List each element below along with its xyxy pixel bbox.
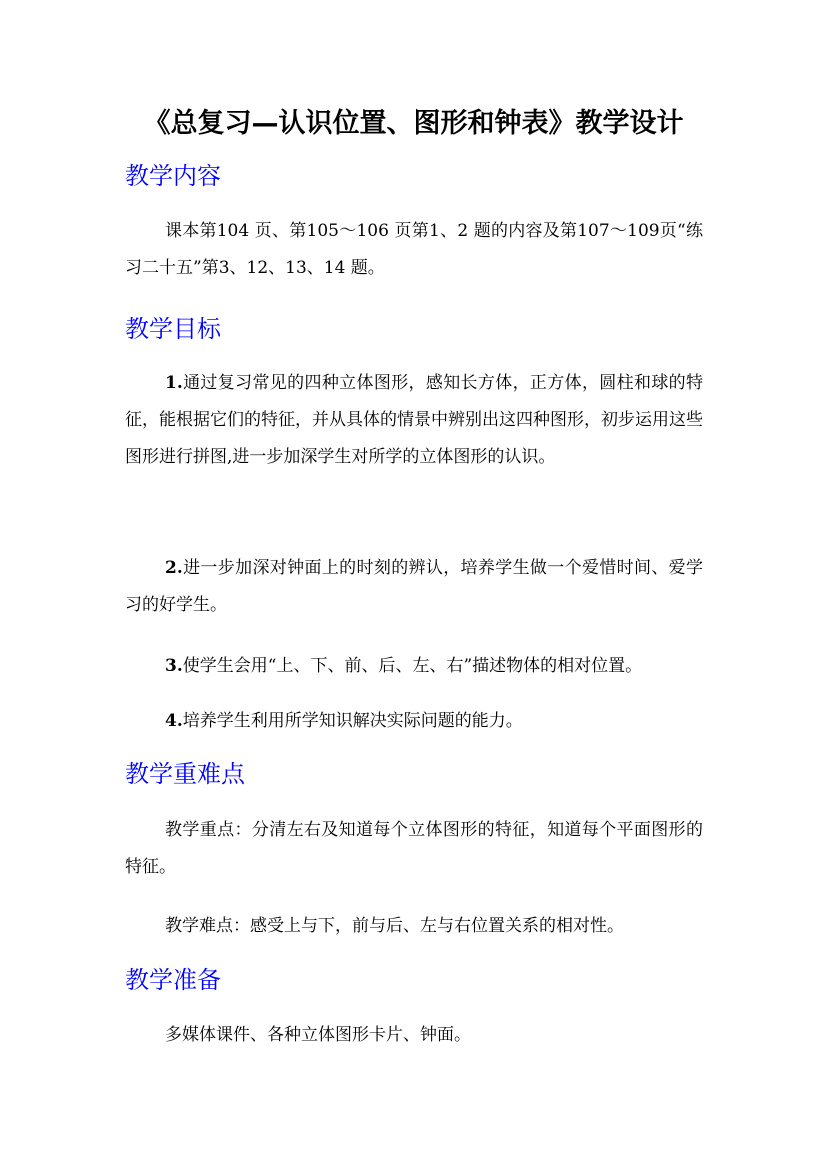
objective-text: 进一步加深对钟面上的时刻的辨认，培养学生做一个爱惜时间、爱学习的好学生。	[125, 558, 703, 615]
section-heading-preparation: 教学准备	[125, 966, 221, 994]
difficulty-paragraph: 教学难点：感受上与下，前与后、左与右位置关系的相对性。	[165, 916, 624, 936]
objective-item-1	[125, 365, 703, 476]
objective-number: 4.	[165, 711, 183, 731]
section-heading-content: 教学内容	[125, 162, 221, 190]
content-paragraph: 课本第104 页、第105～106 页第1、2 题的内容及第107～109页“练习二十五”第3、12、13、14 题。	[125, 221, 703, 278]
objective-text: 使学生会用“上、下、前、后、左、右”描述物体的相对位置。	[182, 656, 643, 676]
objective-item-3	[125, 648, 703, 685]
objective-number: 2.	[165, 558, 183, 578]
objective-text: 培养学生利用所学知识解决实际问题的能力。	[182, 711, 523, 731]
section-heading-key-points: 教学重难点	[125, 760, 245, 788]
objective-item-4	[125, 703, 703, 740]
document-title: 《总复习—认识位置、图形和钟表》教学设计	[143, 108, 684, 139]
objective-text: 通过复习常见的四种立体图形，感知长方体，正方体，圆柱和球的特征，能根据它们的特征，并从具体的情景中辨别出这四种图形，初步运用这些图形进行拼图,进一步加深学生对所学的立体图形的认识。	[125, 373, 703, 467]
preparation-paragraph: 多媒体课件、各种立体图形卡片、钟面。	[165, 1025, 471, 1045]
section-heading-objectives: 教学目标	[125, 315, 221, 343]
objective-number: 1.	[165, 373, 183, 393]
objective-number: 3.	[165, 656, 183, 676]
objective-item-2	[125, 550, 703, 624]
key-point-paragraph: 教学重点：分清左右及知道每个立体图形的特征，知道每个平面图形的特征。	[125, 820, 703, 877]
